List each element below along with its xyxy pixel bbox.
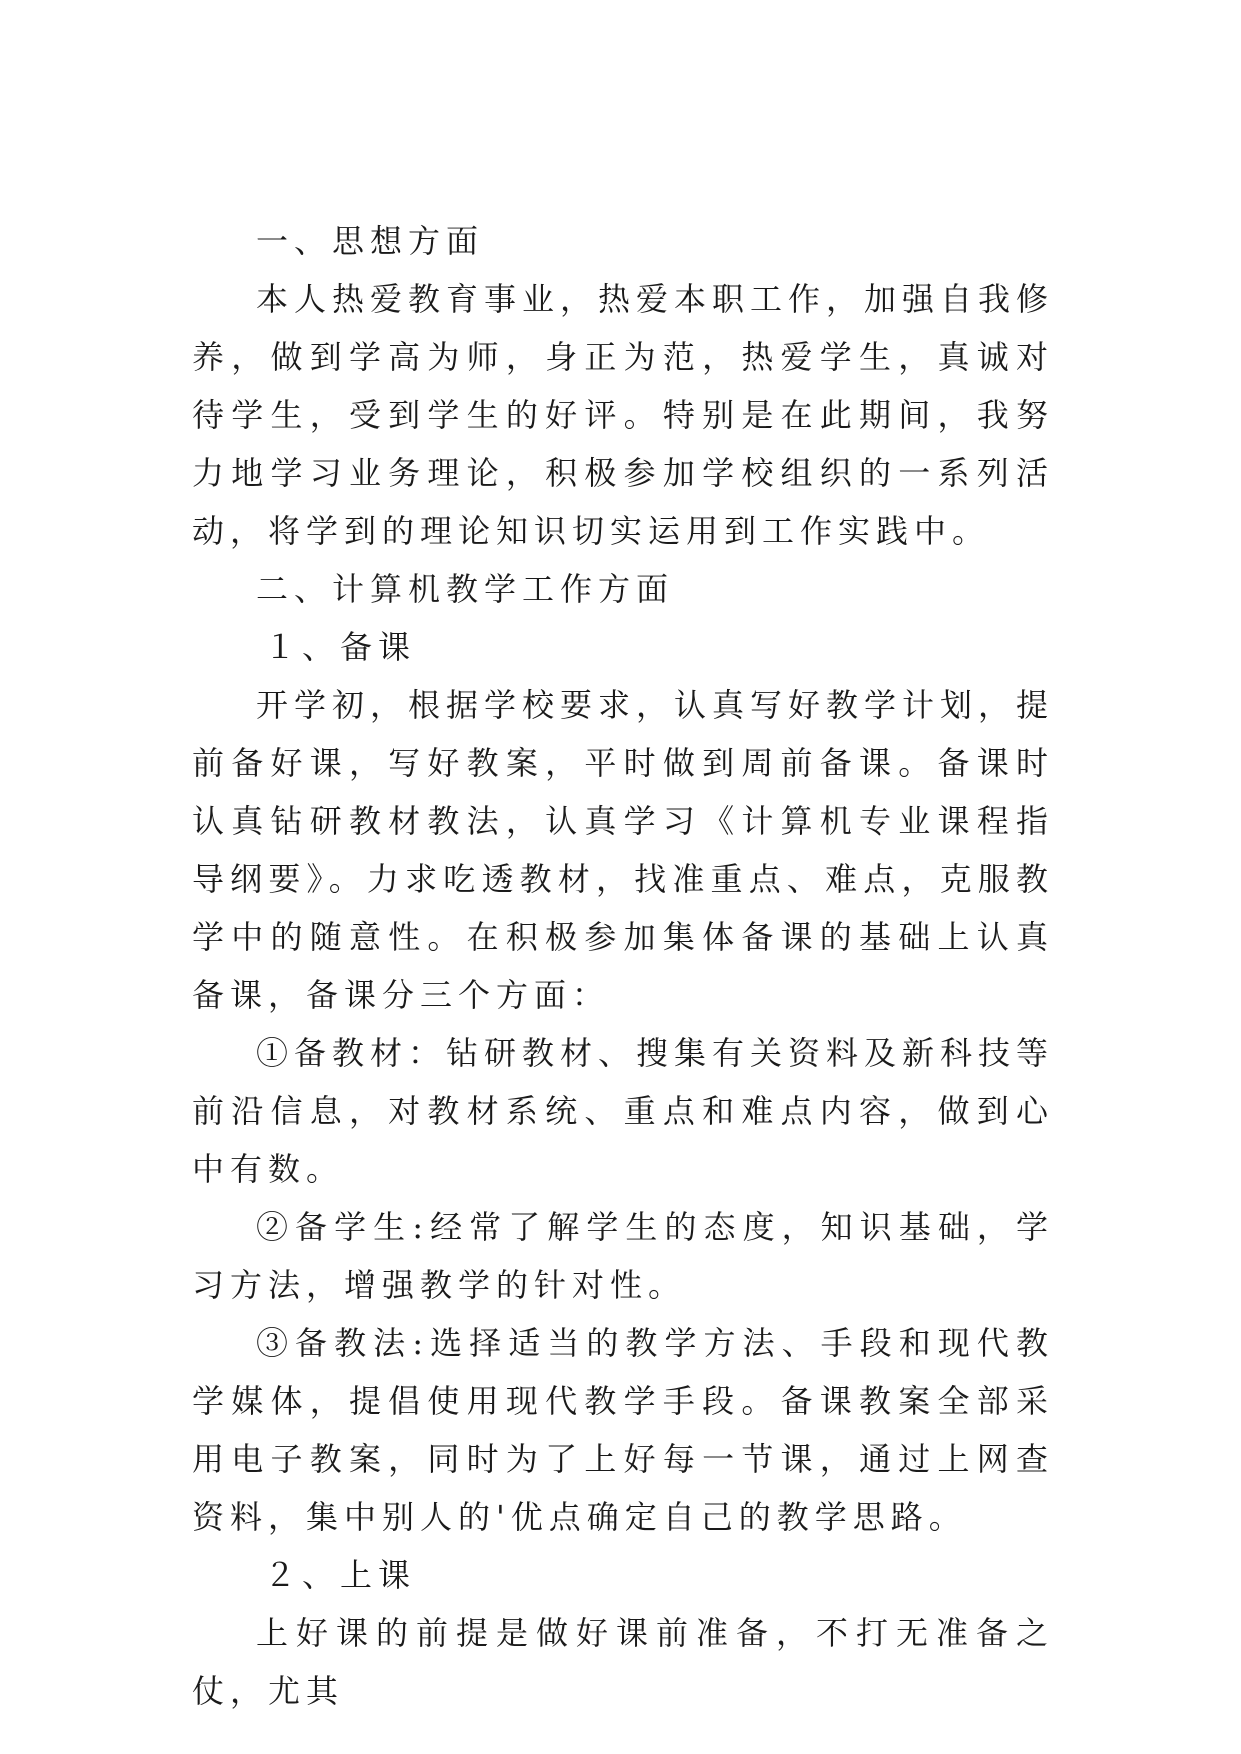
subheading-lesson-prep: １、备课 — [264, 628, 417, 666]
document-body — [192, 212, 1054, 1720]
paragraph-lesson-prep: 开学初，根据学校要求，认真写好教学计划，提前备好课，写好教案，平时做到周前备课。备课时认真钻研教材教法，认真学习《计算机专业课程指导纲要》。力求吃透教材，找准重点、难点，克服教学中的随意性。在积极参加集体备课的基础上认真备课，备课分三个方面： — [192, 686, 1055, 1014]
paragraph-teaching: 上好课的前提是做好课前准备，不打无准备之仗，尤其 — [192, 1614, 1054, 1710]
section-heading-computer-teaching: 二、计算机教学工作方面 — [256, 570, 675, 608]
section-heading-ideology: 一、思想方面 — [256, 222, 485, 260]
paragraph-prep-students: ②备学生:经常了解学生的态度，知识基础，学习方法，增强教学的针对性。 — [192, 1208, 1054, 1304]
paragraph-ideology: 本人热爱教育事业，热爱本职工作，加强自我修养，做到学高为师，身正为范，热爱学生，真诚对待学生，受到学生的好评。特别是在此期间，我努力地学习业务理论，积极参加学校组织的一系列活动，将学到的理论知识切实运用到工作实践中。 — [192, 280, 1055, 550]
subheading-teaching: ２、上课 — [264, 1556, 417, 1594]
paragraph-prep-methods: ③备教法:选择适当的教学方法、手段和现代教学媒体，提倡使用现代教学手段。备课教案全部采用电子教案，同时为了上好每一节课，通过上网查资料，集中别人的'优点确定自己的教学思路。 — [192, 1324, 1054, 1536]
paragraph-prep-materials: ①备教材：钻研教材、搜集有关资料及新科技等前沿信息，对教材系统、重点和难点内容，做到心中有数。 — [192, 1034, 1055, 1188]
